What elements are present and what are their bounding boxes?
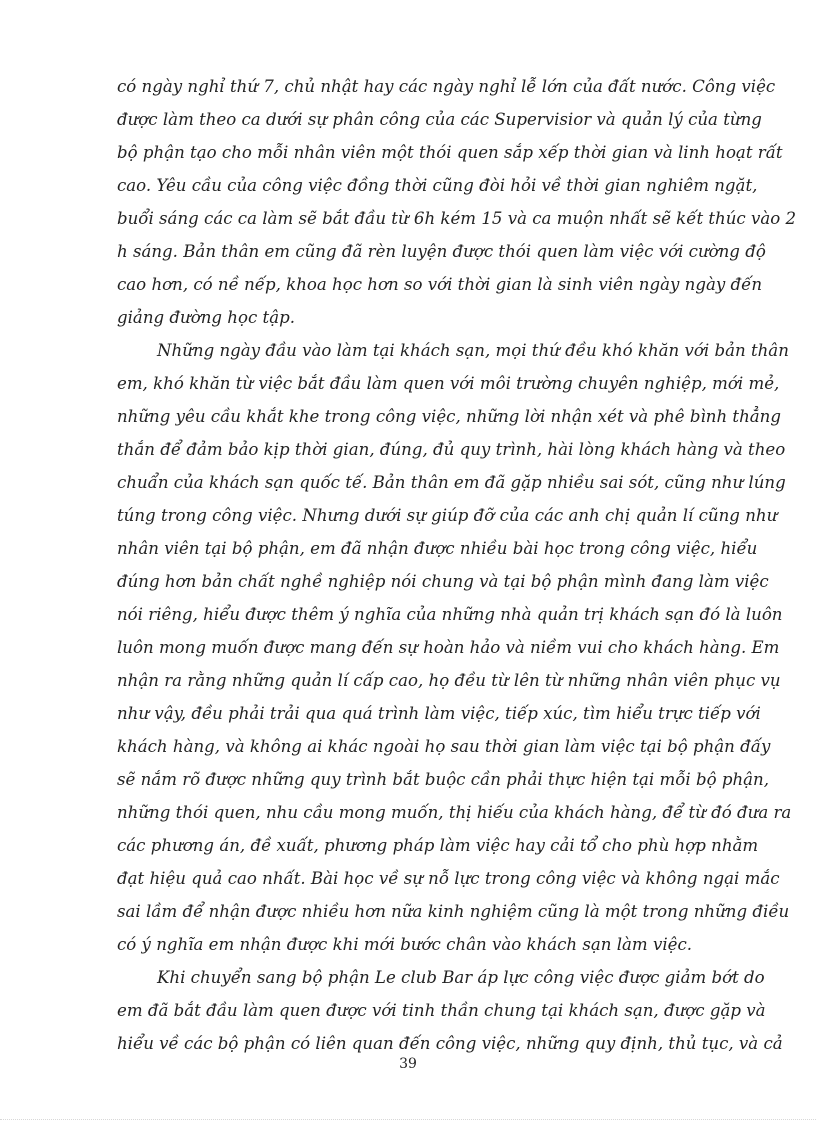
text-line: túng trong công việc. Nhưng dưới sự giúp đỡ của các anh chị quản lí cũng như	[117, 506, 778, 525]
text-line: sẽ nắm rõ được những quy trình bắt buộc cần phải thực hiện tại mỗi bộ phận,	[117, 770, 770, 789]
page-number: 39	[399, 1056, 417, 1072]
text-line: thắn để đảm bảo kịp thời gian, đúng, đủ quy trình, hài lòng khách hàng và theo	[117, 440, 786, 459]
text-line: sai lầm để nhận được nhiều hơn nữa kinh nghiệm cũng là một trong những điều	[117, 902, 790, 921]
text-line: khách hàng, và không ai khác ngoài họ sau thời gian làm việc tại bộ phận đấy	[117, 737, 771, 756]
text-line: hiểu về các bộ phận có liên quan đến công việc, những quy định, thủ tục, và cả	[117, 1034, 783, 1053]
text-line: đạt hiệu quả cao nhất. Bài học về sự nỗ lực trong công việc và không ngại mắc	[117, 869, 780, 888]
text-line: đúng hơn bản chất nghề nghiệp nói chung và tại bộ phận mình đang làm việc	[117, 572, 769, 591]
text-line: cao. Yêu cầu của công việc đồng thời cũng đòi hỏi về thời gian nghiêm ngặt,	[117, 176, 758, 195]
text-line: như vậy, đều phải trải qua quá trình làm việc, tiếp xúc, tìm hiểu trực tiếp với	[117, 704, 761, 723]
text-line: có ngày nghỉ thứ 7, chủ nhật hay các ngày nghỉ lễ lớn của đất nước. Công việc	[117, 77, 776, 96]
text-line: Khi chuyển sang bộ phận Le club Bar áp lực công việc được giảm bớt do	[157, 968, 765, 987]
text-line: được làm theo ca dưới sự phân công của các Supervisior và quản lý của từng	[117, 110, 762, 129]
text-line: Những ngày đầu vào làm tại khách sạn, mọi thứ đều khó khăn với bản thân	[157, 341, 789, 360]
text-line: h sáng. Bản thân em cũng đã rèn luyện được thói quen làm việc với cường độ	[117, 242, 766, 261]
text-line: cao hơn, có nề nếp, khoa học hơn so với thời gian là sinh viên ngày ngày đến	[117, 275, 763, 294]
text-line: giảng đường học tập.	[117, 308, 295, 327]
text-line: em, khó khăn từ việc bắt đầu làm quen với môi trường chuyên nghiệp, mới mẻ,	[117, 374, 780, 393]
text-line: những yêu cầu khắt khe trong công việc, những lời nhận xét và phê bình thẳng	[117, 407, 781, 426]
text-line: những thói quen, nhu cầu mong muốn, thị hiếu của khách hàng, để từ đó đưa ra	[117, 803, 792, 822]
text-line: chuẩn của khách sạn quốc tế. Bản thân em đã gặp nhiều sai sót, cũng như lúng	[117, 473, 786, 492]
text-line: luôn mong muốn được mang đến sự hoàn hảo và niềm vui cho khách hàng. Em	[117, 638, 780, 657]
text-line: các phương án, đề xuất, phương pháp làm việc hay cải tổ cho phù hợp nhằm	[117, 836, 759, 855]
text-line: em đã bắt đầu làm quen được với tinh thần chung tại khách sạn, được gặp và	[117, 1001, 766, 1020]
page-bottom-divider	[0, 1119, 816, 1120]
text-line: nhân viên tại bộ phận, em đã nhận được nhiều bài học trong công việc, hiểu	[117, 539, 758, 558]
text-line: nhận ra rằng những quản lí cấp cao, họ đều từ lên từ những nhân viên phục vụ	[117, 671, 781, 690]
text-line: bộ phận tạo cho mỗi nhân viên một thói quen sắp xếp thời gian và linh hoạt rất	[117, 143, 783, 162]
text-line: buổi sáng các ca làm sẽ bắt đầu từ 6h kém 15 và ca muộn nhất sẽ kết thúc vào 2	[117, 209, 797, 228]
text-line: có ý nghĩa em nhận được khi mới bước chân vào khách sạn làm việc.	[117, 935, 693, 954]
text-line: nói riêng, hiểu được thêm ý nghĩa của những nhà quản trị khách sạn đó là luôn	[117, 605, 783, 624]
